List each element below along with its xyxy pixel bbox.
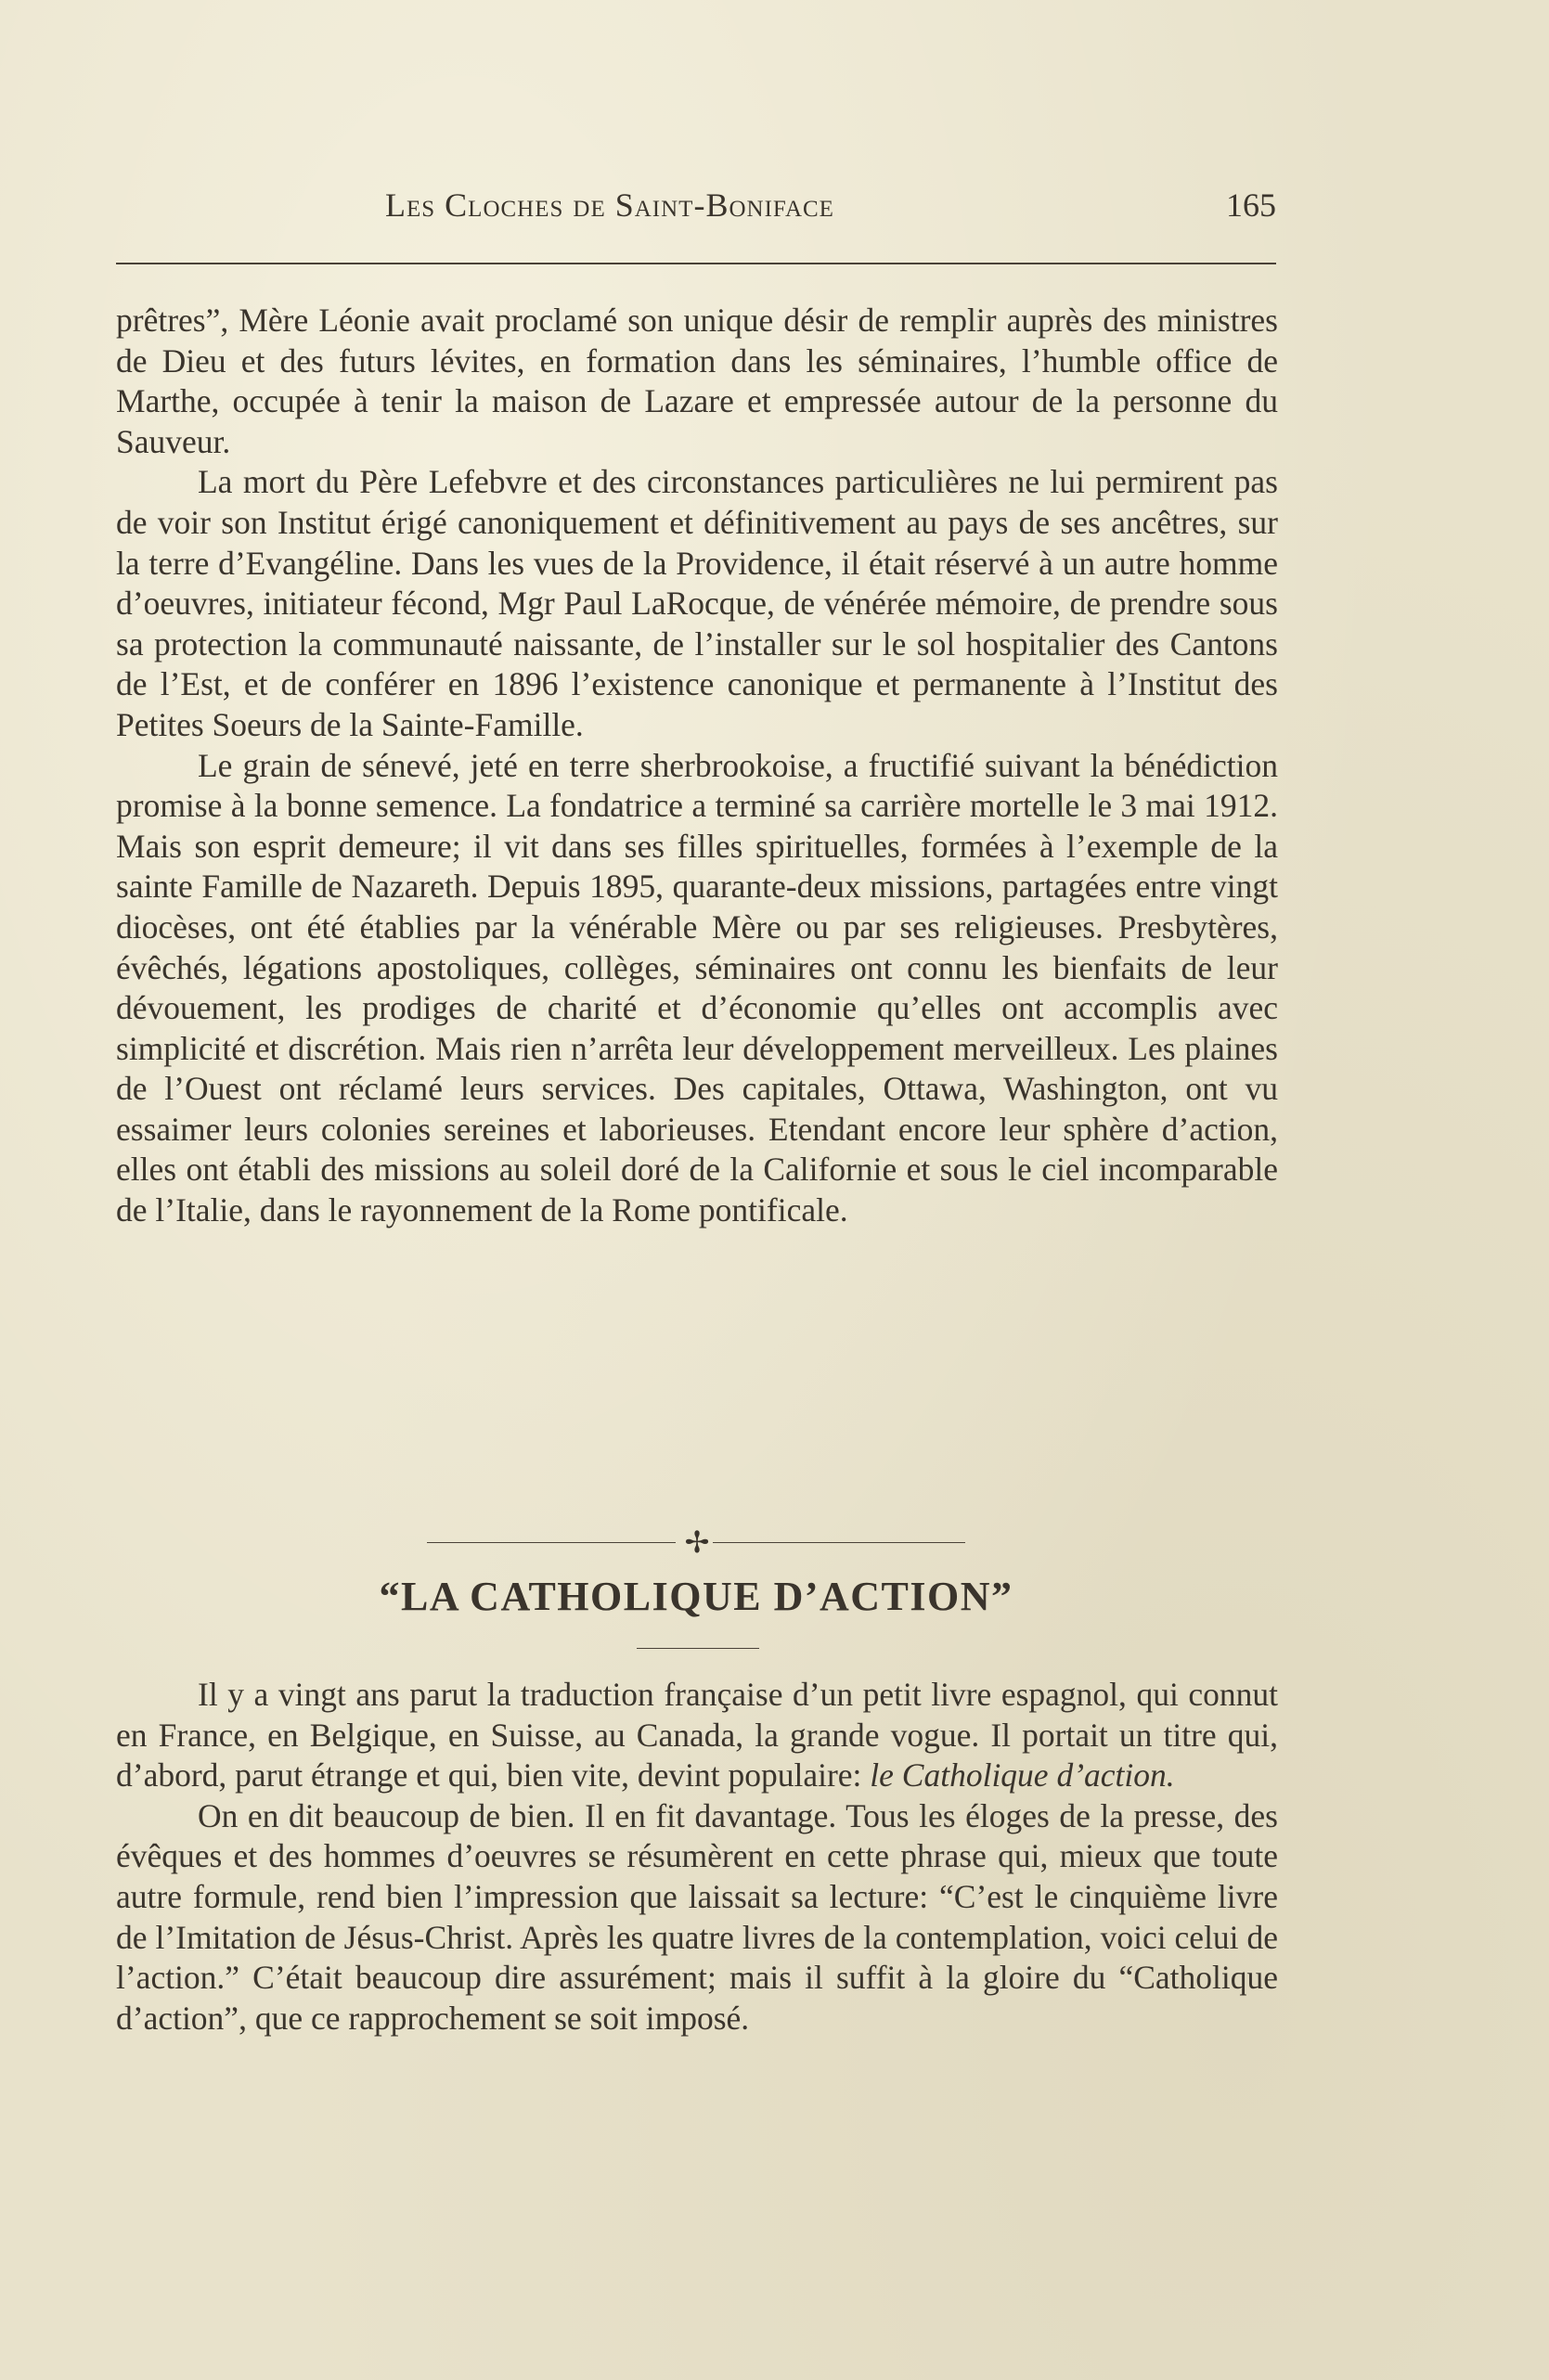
body-text-section (116, 1675, 1278, 2039)
running-head: Les Cloches de Saint-Boniface (385, 187, 834, 224)
title-underline-rule (637, 1648, 759, 1649)
paragraph (116, 1675, 1278, 1796)
section-title: “LA CATHOLIQUE D’ACTION” (379, 1574, 1013, 1619)
header-rule (116, 263, 1276, 264)
paragraph: On en dit beaucoup de bien. Il en fit davantage. Tous les éloges de la presse, des évêques et des hommes d’oeuvres se résumèrent en cette phrase qui, mieux que toute autre formule, rend bien l’impression que laissait sa lecture: “C’est le cinquième livre de l’Imitation de Jésus-Christ. Après les quatre livres de la contemplation, voici celui de l’action.” C’était beaucoup dire assurément; mais il suffit à la gloire du “Catholique d’action”, que ce rapprochement se soit imposé. (116, 1796, 1278, 2037)
book-title-italic: le Catholique d’action. (870, 1756, 1175, 1795)
paragraph: La mort du Père Lefebvre et des circonstances particulières ne lui permirent pas de voir son Institut érigé canoniquement et définitivement au pays de ses ancêtres, sur la terre d’Evangéline. Dans les vues de la Providence, il était réservé à un autre homme d’oeuvres, initiateur fécond, Mgr Paul LaRocque, de vénérée mémoire, de prendre sous sa protection la communauté naissante, de l’installer sur le sol hospitalier des Cantons de l’Est, et de conférer en 1896 l’existence canonique et permanente à l’Institut des Petites Soeurs de la Sainte-Famille. (116, 463, 1278, 743)
divider-line-left (427, 1542, 676, 1543)
cross-ornament-icon: ✢ (684, 1525, 710, 1559)
body-text-top (116, 301, 1278, 1231)
paragraph: prêtres”, Mère Léonie avait proclamé son unique désir de remplir auprès des ministres de Dieu et des futurs lévites, en formation dans les séminaires, l’humble office de Marthe, occupée à tenir la maison de Lazare et empressée autour de la personne du Sauveur. (116, 302, 1278, 460)
paragraph: Le grain de sénevé, jeté en terre sherbrookoise, a fructifié suivant la bénédiction promise à la bonne semence. La fondatrice a terminé sa carrière mortelle le 3 mai 1912. Mais son esprit demeure; il vit dans ses filles spirituelles, formées à l’exemple de la sainte Famille de Nazareth. Depuis 1895, quarante-deux missions, partagées entre vingt diocèses, ont été établies par la vénérable Mère ou par ses religieuses. Presbytères, évêchés, légations apostoliques, collèges, séminaires ont connu les bienfaits de leur dévouement, les prodiges de charité et d’économie qu’elles ont accomplis avec simplicité et discrétion. Mais rien n’arrêta leur développement merveilleux. Les plaines de l’Ouest ont réclamé leurs services. Des capitales, Ottawa, Washington, ont vu essaimer leurs colonies sereines et laborieuses. Etendant encore leur sphère d’action, elles ont établi des missions au soleil doré de la Californie et sous le ciel incomparable de l’Italie, dans le rayonnement de la Rome pontificale. (116, 746, 1278, 1229)
page-number: 165 (1226, 187, 1276, 224)
page-header (116, 186, 1276, 241)
section-divider (427, 1525, 965, 1559)
divider-line-right (713, 1542, 965, 1543)
paragraph-text: Il y a vingt ans parut la traduction française d’un petit livre espagnol, qui connut en France, en Belgique, en Suisse, au Canada, la grande vogue. Il portait un titre qui, d’abord, parut étrange et qui, bien vite, devint populaire: (116, 1676, 1278, 1795)
